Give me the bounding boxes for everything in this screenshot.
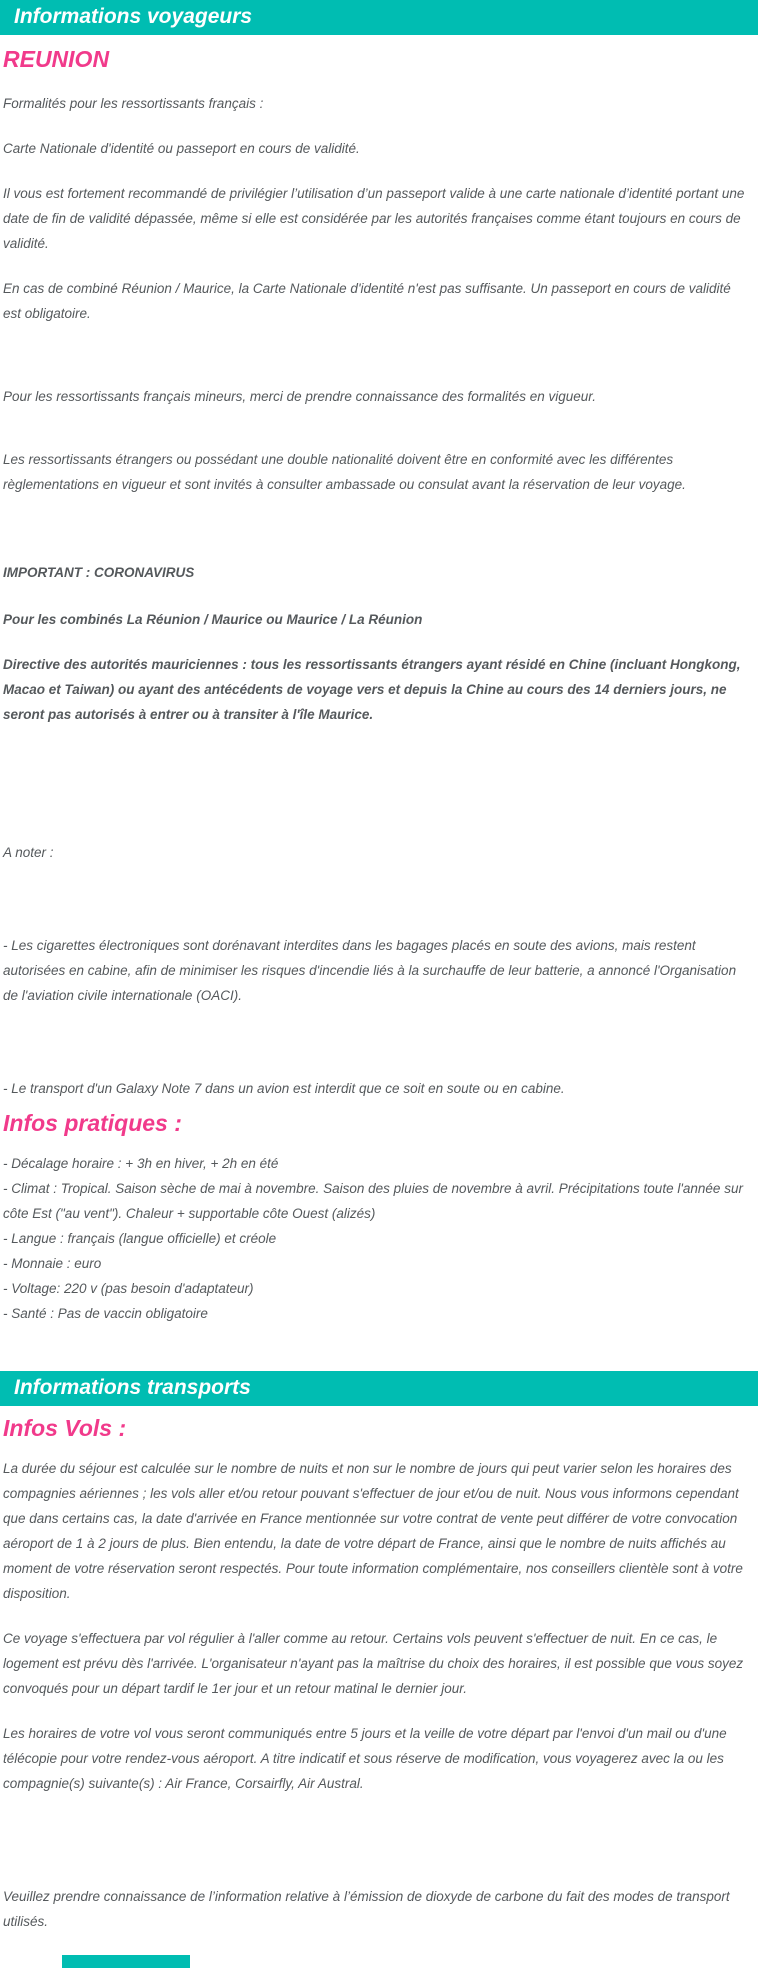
spacer: [3, 326, 746, 366]
paragraph-cigarettes: - Les cigarettes électroniques sont dorénavant interdites dans les bagages placés en soute des avions, mais restent autorisées en cabine, afin de minimiser les risques d'incendie liés à la surchauffe de leur batterie, a annoncé l'Organisation de l'aviation civile internationale (OACI).: [3, 938, 737, 1003]
list-item: - Santé : Pas de vaccin obligatoire: [3, 1306, 208, 1321]
spacer: [3, 1326, 746, 1371]
paragraph-etrangers: Les ressortissants étrangers ou possédant une double nationalité doivent être en conformité avec les différentes règlementations en vigueur et sont invités à consulter ambassade ou consulat avant la réservation de leur voyage.: [3, 452, 686, 492]
paragraph-a-noter: A noter :: [3, 845, 54, 860]
spacer: [3, 497, 746, 542]
transports-section: [0, 1414, 758, 1934]
voyageurs-section: [0, 45, 758, 1371]
list-item: - Monnaie : euro: [3, 1256, 102, 1271]
list-item: - Langue : français (langue officielle) et créole: [3, 1231, 277, 1246]
section-header-transports: Informations transports: [0, 1371, 758, 1406]
paragraph-horaires-vol: Les horaires de votre vol vous seront communiqués entre 5 jours et la veille de votre départ par l'envoi d'un mail ou d'une télécopie pour votre rendez-vous aéroport. A titre indicatif et sous réserve de modification, vous voyagerez avec la ou les compagnie(s) suivante(s) : Air France, Corsairfly, Air Austral.: [3, 1726, 727, 1791]
section-header-voyageurs: Informations voyageurs: [0, 0, 758, 35]
infos-pratiques-title: Infos pratiques :: [3, 1110, 182, 1136]
infos-vols-title: Infos Vols :: [3, 1415, 127, 1441]
partial-section-bar: [62, 1955, 190, 1968]
paragraph-vol-regulier: Ce voyage s'effectuera par vol régulier à l'aller comme au retour. Certains vols peuvent s'effectuer de nuit. En ce cas, le logement est prévu dès l'arrivée. L'organisateur n'ayant pas la maîtrise du choix des horaires, il est possible que vous soyez convoqués pour un départ tardif le 1er jour et un retour matinal le dernier jour.: [3, 1631, 744, 1696]
paragraph-co2: Veuillez prendre connaissance de l’information relative à l’émission de dioxyde de carbone du fait des modes de transport utilisés.: [3, 1889, 730, 1929]
list-item: - Voltage: 220 v (pas besoin d'adaptateur): [3, 1281, 254, 1296]
list-item: - Climat : Tropical. Saison sèche de mai à novembre. Saison des pluies de novembre à avril. Précipitations toute l'année sur côte Est ("au vent"). Chaleur + supportable côte Ouest (alizés): [3, 1181, 743, 1221]
paragraph-formalites: Formalités pour les ressortissants français :: [3, 96, 264, 111]
paragraph-important-body: Directive des autorités mauriciennes : tous les ressortissants étrangers ayant résidé en Chine (incluant Hongkong, Macao et Taiwan) ou ayant des antécédents de voyage vers et depuis la Chine au cours des 14 derniers jours, ne seront pas autorisés à entrer ou à transiter à l'île Maurice.: [3, 657, 741, 722]
paragraph-mineurs: Pour les ressortissants français mineurs, merci de prendre connaissance des formalités en vigueur.: [3, 389, 597, 404]
paragraph-galaxy-note: - Le transport d'un Galaxy Note 7 dans un avion est interdit que ce soit en soute ou en cabine.: [3, 1081, 565, 1096]
spacer: [3, 1008, 746, 1058]
spacer: [3, 1796, 746, 1866]
paragraph-important-sub: Pour les combinés La Réunion / Maurice ou Maurice / La Réunion: [3, 612, 423, 627]
paragraph-important-title: IMPORTANT : CORONAVIRUS: [3, 565, 195, 580]
spacer: [3, 409, 746, 429]
spacer: [3, 865, 746, 915]
list-item: - Décalage horaire : + 3h en hiver, + 2h en été: [3, 1156, 279, 1171]
infos-pratiques-list: [3, 1151, 746, 1326]
paragraph-duree-sejour: La durée du séjour est calculée sur le nombre de nuits et non sur le nombre de jours qui peut varier selon les horaires des compagnies aériennes ; les vols aller et/ou retour pouvant s'effectuer de jour et/ou de nuit. Nous vous informons cependant que dans certains cas, la date d'arrivée en France mentionnée sur votre contrat de vente peut différer de votre convocation aéroport de 1 à 2 jours de plus. Bien entendu, la date de votre départ de France, ainsi que le nombre de nuits affichés au moment de votre réservation seront respectés. Pour toute information complémentaire, nos conseillers clientèle sont à votre disposition.: [3, 1461, 743, 1601]
spacer: [3, 727, 746, 822]
paragraph-combine: En cas de combiné Réunion / Maurice, la Carte Nationale d'identité n'est pas suffisante. Un passeport en cours de validité est obligatoire.: [3, 281, 731, 321]
paragraph-passeport: Il vous est fortement recommandé de privilégier l’utilisation d’un passeport valide à une carte nationale d’identité portant une date de fin de validité dépassée, même si elle est considérée par les autorités françaises comme étant toujours en cours de validité.: [3, 186, 745, 251]
country-title: REUNION: [3, 46, 110, 72]
paragraph-cni: Carte Nationale d'identité ou passeport en cours de validité.: [3, 141, 360, 156]
